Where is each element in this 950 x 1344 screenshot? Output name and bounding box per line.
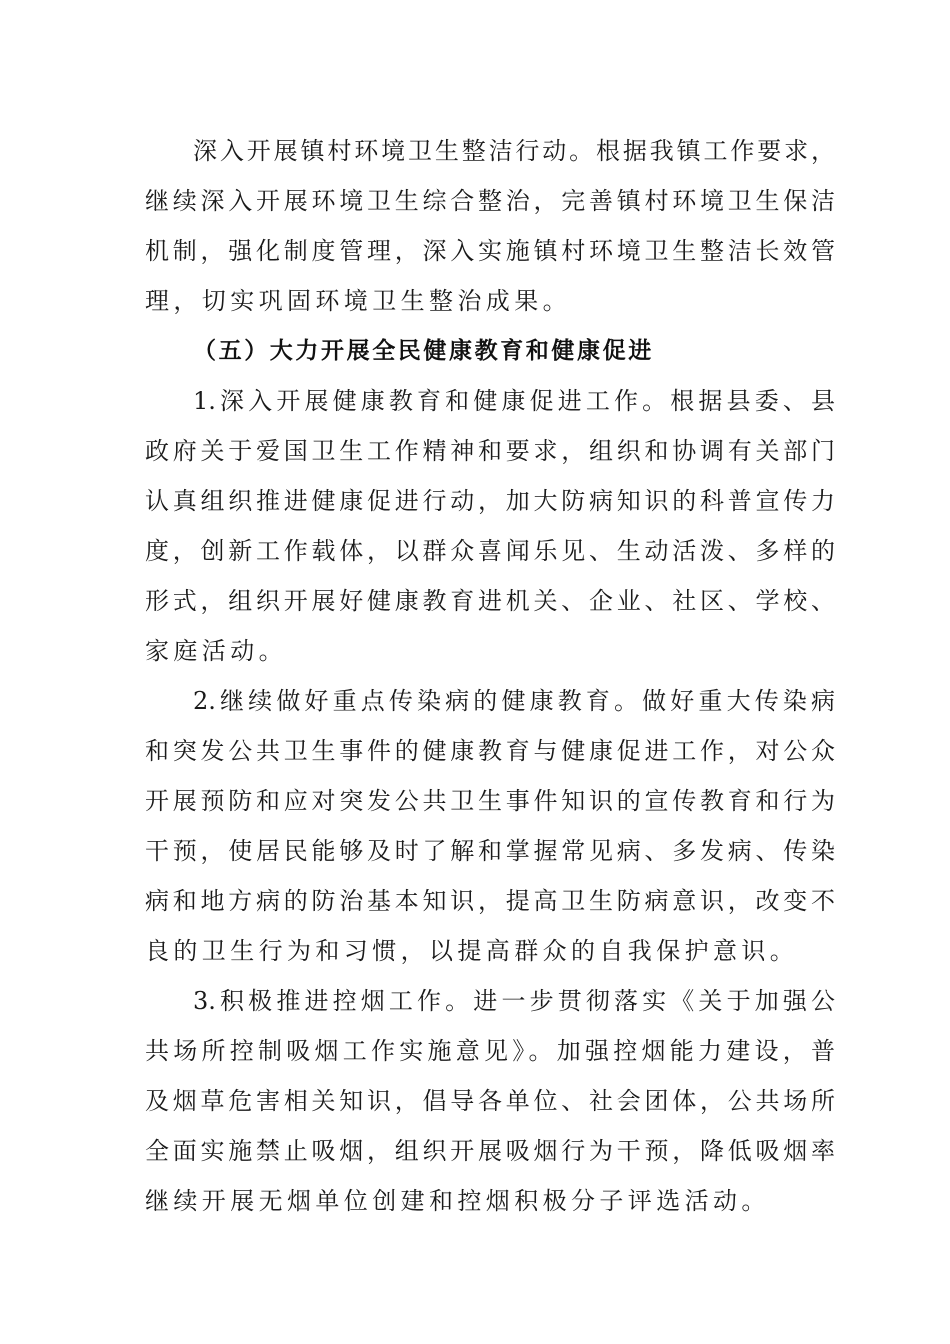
paragraph-line: 理，切实巩固环境卫生整治成果。 — [145, 287, 571, 315]
paragraph-line: 和突发公共卫生事件的健康教育与健康促进工作，对公众 — [145, 737, 835, 765]
paragraph-line: 病和地方病的防治基本知识，提高卫生防病意识，改变不 — [145, 887, 835, 915]
section-heading: （五）大力开展全民健康教育和健康促进 — [193, 338, 654, 364]
paragraph-line: 干预，使居民能够及时了解和掌握常见病、多发病、传染 — [145, 837, 835, 865]
paragraph-line: 及烟草危害相关知识，倡导各单位、社会团体，公共场所 — [145, 1087, 835, 1115]
paragraph-line: 形式，组织开展好健康教育进机关、企业、社区、学校、 — [145, 587, 835, 615]
paragraph-line: 继续开展无烟单位创建和控烟积极分子评选活动。 — [145, 1187, 770, 1215]
paragraph-line: 3.积极推进控烟工作。进一步贯彻落实《关于加强公 — [193, 987, 835, 1015]
paragraph-line: 共场所控制吸烟工作实施意见》。加强控烟能力建设，普 — [145, 1037, 835, 1065]
paragraph-line: 2.继续做好重点传染病的健康教育。做好重大传染病 — [193, 687, 835, 715]
paragraph-line: 良的卫生行为和习惯，以提高群众的自我保护意识。 — [145, 937, 799, 965]
paragraph-line: 深入开展镇村环境卫生整洁行动。根据我镇工作要求， — [193, 137, 835, 165]
paragraph-line: 家庭活动。 — [145, 637, 287, 665]
paragraph-line: 度，创新工作载体，以群众喜闻乐见、生动活泼、多样的 — [145, 537, 835, 565]
paragraph-line: 开展预防和应对突发公共卫生事件知识的宣传教育和行为 — [145, 787, 835, 815]
paragraph-line: 机制，强化制度管理，深入实施镇村环境卫生整洁长效管 — [145, 237, 835, 265]
paragraph-line: 1.深入开展健康教育和健康促进工作。根据县委、县 — [193, 387, 835, 415]
paragraph-line: 政府关于爱国卫生工作精神和要求，组织和协调有关部门 — [145, 437, 835, 465]
paragraph-line: 认真组织推进健康促进行动，加大防病知识的科普宣传力 — [145, 487, 835, 515]
paragraph-line: 全面实施禁止吸烟，组织开展吸烟行为干预，降低吸烟率 — [145, 1137, 835, 1165]
paragraph-line: 继续深入开展环境卫生综合整治，完善镇村环境卫生保洁 — [145, 187, 835, 215]
